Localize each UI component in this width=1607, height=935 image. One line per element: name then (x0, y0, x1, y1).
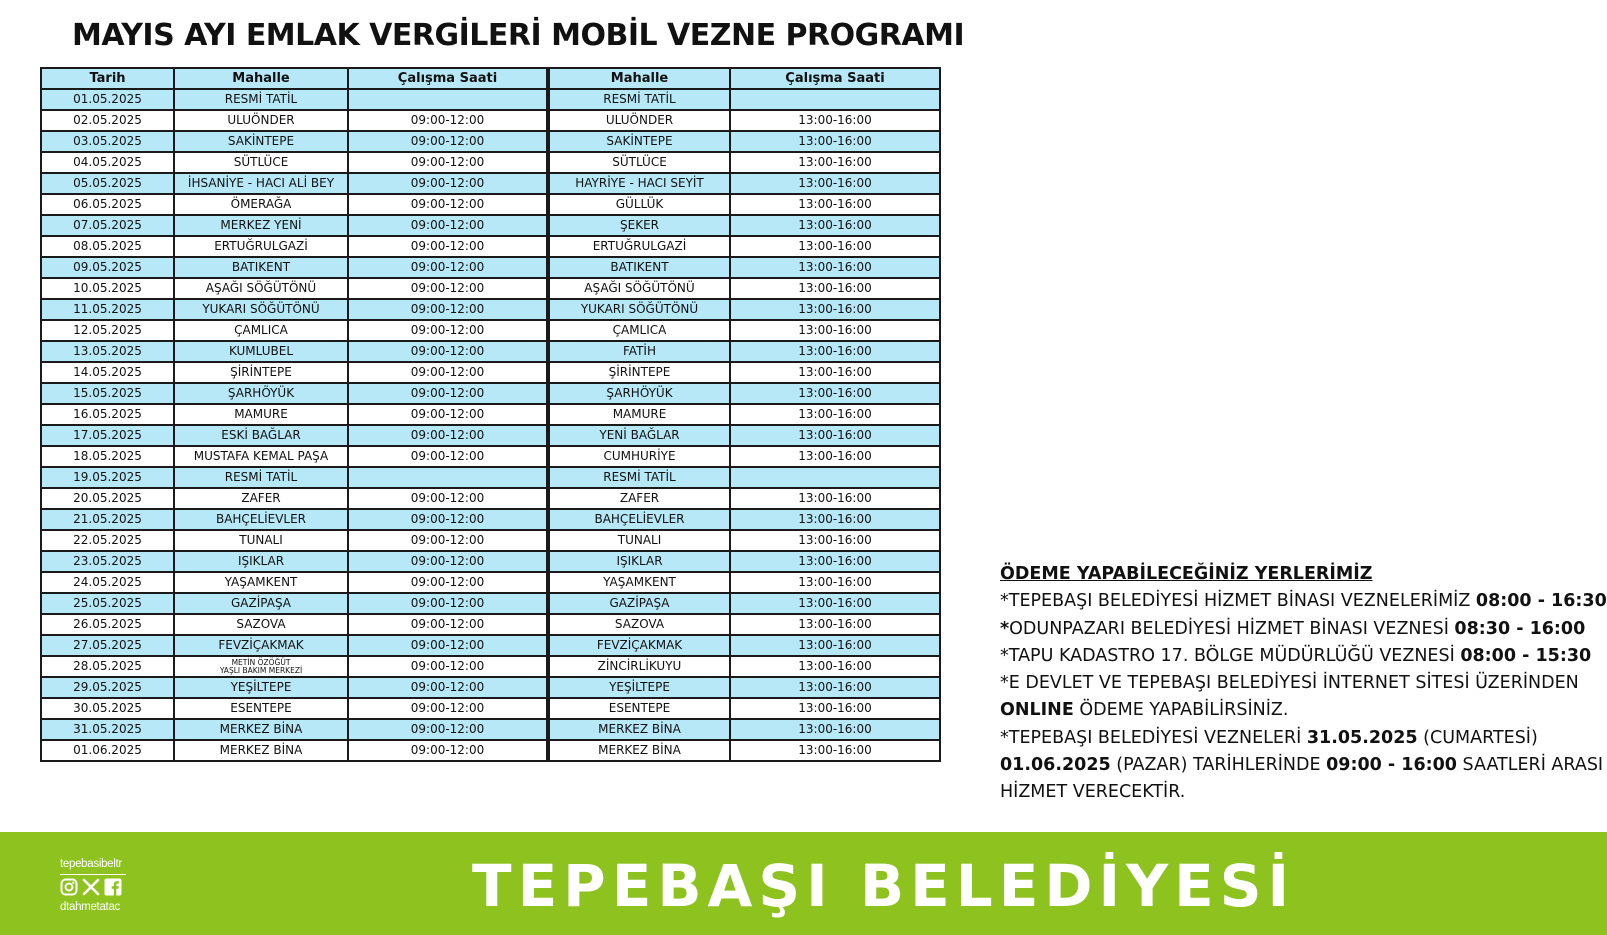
neighborhood-afternoon-cell: ESENTEPE (548, 698, 730, 719)
hours-afternoon-cell: 13:00-16:00 (730, 404, 940, 425)
neighborhood-line: METİN ÖZÖĞÜT (231, 658, 291, 667)
date-cell: 18.05.2025 (41, 446, 174, 467)
hours-morning-cell: 09:00-12:00 (348, 404, 548, 425)
hours-afternoon-cell: 13:00-16:00 (730, 341, 940, 362)
date-cell: 27.05.2025 (41, 635, 174, 656)
hours-afternoon-cell: 13:00-16:00 (730, 173, 940, 194)
header-neighborhood-afternoon: Mahalle (548, 68, 730, 89)
table-row (41, 530, 940, 551)
date-cell: 09.05.2025 (41, 257, 174, 278)
neighborhood-morning-cell: GAZİPAŞA (174, 593, 348, 614)
date-cell: 31.05.2025 (41, 719, 174, 740)
date-cell: 15.05.2025 (41, 383, 174, 404)
schedule-body (41, 89, 940, 761)
municipality-logo-text: TEPEBAŞI BELEDİYESİ (472, 852, 1296, 920)
neighborhood-morning-cell: BATIKENT (174, 257, 348, 278)
neighborhood-morning-cell: SÜTLÜCE (174, 152, 348, 173)
payment-line-1-text: *TEPEBAŞI BELEDİYESİ HİZMET BİNASI VEZNELERİMİZ (1000, 591, 1476, 612)
payment-line-2 (1000, 616, 1600, 643)
hours-afternoon-cell: 13:00-16:00 (730, 593, 940, 614)
neighborhood-afternoon-cell: ŞARHÖYÜK (548, 383, 730, 404)
payment-line-4: *E DEVLET VE TEPEBAŞI BELEDİYESİ İNTERNET SİTESİ ÜZERİNDEN (1000, 673, 1579, 694)
neighborhood-morning-cell: MERKEZ YENİ (174, 215, 348, 236)
hours-morning-cell: 09:00-12:00 (348, 299, 548, 320)
neighborhood-afternoon-cell: GAZİPAŞA (548, 593, 730, 614)
neighborhood-morning-cell: ESENTEPE (174, 698, 348, 719)
hours-afternoon-cell: 13:00-16:00 (730, 110, 940, 131)
table-row (41, 89, 940, 110)
hours-afternoon-cell: 13:00-16:00 (730, 446, 940, 467)
neighborhood-morning-cell: MERKEZ BİNA (174, 740, 348, 761)
schedule-table (40, 67, 941, 762)
neighborhood-afternoon-cell: GÜLLÜK (548, 194, 730, 215)
social-block (60, 858, 135, 914)
neighborhood-morning-cell: RESMİ TATİL (174, 467, 348, 488)
neighborhood-afternoon-cell: SÜTLÜCE (548, 152, 730, 173)
hours-afternoon-cell: 13:00-16:00 (730, 194, 940, 215)
hours-morning-cell: 09:00-12:00 (348, 194, 548, 215)
hours-afternoon-cell: 13:00-16:00 (730, 719, 940, 740)
payment-line-6-tail: (CUMARTESİ) (1417, 727, 1538, 748)
neighborhood-morning-cell: YUKARI SÖĞÜTÖNÜ (174, 299, 348, 320)
hours-morning-cell: 09:00-12:00 (348, 257, 548, 278)
table-row (41, 299, 940, 320)
neighborhood-afternoon-cell: YEŞİLTEPE (548, 677, 730, 698)
hours-morning-cell: 09:00-12:00 (348, 320, 548, 341)
neighborhood-afternoon-cell: ZAFER (548, 488, 730, 509)
payment-heading: ÖDEME YAPABİLECEĞİNİZ YERLERİMİZ (1000, 564, 1373, 584)
payment-line-2-hours: 08:30 - 16:00 (1454, 618, 1586, 639)
social-handle-bottom[interactable]: dtahmetatac (60, 901, 120, 913)
neighborhood-morning-cell: IŞIKLAR (174, 551, 348, 572)
hours-afternoon-cell: 13:00-16:00 (730, 278, 940, 299)
table-row (41, 572, 940, 593)
hours-morning-cell: 09:00-12:00 (348, 215, 548, 236)
neighborhood-morning-cell: AŞAĞI SÖĞÜTÖNÜ (174, 278, 348, 299)
neighborhood-morning-cell: MAMURE (174, 404, 348, 425)
hours-afternoon-cell: 13:00-16:00 (730, 320, 940, 341)
table-row (41, 635, 940, 656)
date-cell: 17.05.2025 (41, 425, 174, 446)
neighborhood-afternoon-cell: BAHÇELİEVLER (548, 509, 730, 530)
payment-line-6-text: *TEPEBAŞI BELEDİYESİ VEZNELERİ (1000, 727, 1307, 748)
hours-morning-cell: 09:00-12:00 (348, 173, 548, 194)
header-date: Tarih (41, 68, 174, 89)
payment-line-7-text: (PAZAR) TARİHLERİNDE (1110, 755, 1327, 776)
hours-morning-cell (348, 467, 548, 488)
table-row (41, 257, 940, 278)
payment-line-3-text: *TAPU KADASTRO 17. BÖLGE MÜDÜRLÜĞÜ VEZNESİ (1000, 645, 1461, 666)
hours-afternoon-cell: 13:00-16:00 (730, 635, 940, 656)
neighborhood-afternoon-cell: ÇAMLICA (548, 320, 730, 341)
neighborhood-afternoon-cell: MERKEZ BİNA (548, 719, 730, 740)
date-cell: 30.05.2025 (41, 698, 174, 719)
neighborhood-morning-cell: ÖMERAĞA (174, 194, 348, 215)
table-row (41, 320, 940, 341)
date-cell: 11.05.2025 (41, 299, 174, 320)
header-hours-afternoon: Çalışma Saati (730, 68, 940, 89)
hours-afternoon-cell: 13:00-16:00 (730, 215, 940, 236)
facebook-icon[interactable] (104, 878, 122, 896)
neighborhood-morning-cell: BAHÇELİEVLER (174, 509, 348, 530)
hours-morning-cell: 09:00-12:00 (348, 110, 548, 131)
neighborhood-afternoon-cell: FATİH (548, 341, 730, 362)
hours-morning-cell: 09:00-12:00 (348, 488, 548, 509)
neighborhood-morning-cell: ŞARHÖYÜK (174, 383, 348, 404)
table-row (41, 341, 940, 362)
neighborhood-afternoon-cell: ULUÖNDER (548, 110, 730, 131)
table-row (41, 236, 940, 257)
neighborhood-morning-cell: RESMİ TATİL (174, 89, 348, 110)
neighborhood-morning-cell: ESKİ BAĞLAR (174, 425, 348, 446)
hours-morning-cell: 09:00-12:00 (348, 341, 548, 362)
neighborhood-morning-cell: YEŞİLTEPE (174, 677, 348, 698)
neighborhood-morning-cell: MUSTAFA KEMAL PAŞA (174, 446, 348, 467)
date-cell: 01.06.2025 (41, 740, 174, 761)
payment-line-3 (1000, 643, 1600, 670)
hours-afternoon-cell: 13:00-16:00 (730, 677, 940, 698)
x-icon[interactable] (82, 878, 100, 896)
neighborhood-afternoon-cell: YAŞAMKENT (548, 572, 730, 593)
date-cell: 12.05.2025 (41, 320, 174, 341)
header-neighborhood-morning: Mahalle (174, 68, 348, 89)
date-cell: 19.05.2025 (41, 467, 174, 488)
hours-morning-cell: 09:00-12:00 (348, 509, 548, 530)
date-cell: 14.05.2025 (41, 362, 174, 383)
hours-afternoon-cell: 13:00-16:00 (730, 362, 940, 383)
table-row (41, 152, 940, 173)
table-row (41, 173, 940, 194)
social-icons (60, 877, 135, 897)
date-cell: 20.05.2025 (41, 488, 174, 509)
payment-line-7-hours: 09:00 - 16:00 (1326, 755, 1457, 776)
hours-afternoon-cell (730, 467, 940, 488)
hours-morning-cell: 09:00-12:00 (348, 530, 548, 551)
table-row (41, 383, 940, 404)
table-row (41, 551, 940, 572)
neighborhood-morning-cell: ŞİRİNTEPE (174, 362, 348, 383)
date-cell: 07.05.2025 (41, 215, 174, 236)
hours-afternoon-cell: 13:00-16:00 (730, 614, 940, 635)
hours-afternoon-cell: 13:00-16:00 (730, 509, 940, 530)
hours-morning-cell: 09:00-12:00 (348, 383, 548, 404)
hours-afternoon-cell: 13:00-16:00 (730, 551, 940, 572)
neighborhood-afternoon-cell: YENİ BAĞLAR (548, 425, 730, 446)
header-hours-morning: Çalışma Saati (348, 68, 548, 89)
hours-morning-cell (348, 89, 548, 110)
table-row (41, 698, 940, 719)
neighborhood-morning-cell: ÇAMLICA (174, 320, 348, 341)
table-row (41, 110, 940, 131)
neighborhood-afternoon-cell: FEVZİÇAKMAK (548, 635, 730, 656)
neighborhood-morning-cell (174, 656, 348, 677)
table-row (41, 614, 940, 635)
payment-line-6 (1000, 725, 1600, 752)
neighborhood-morning-cell: ERTUĞRULGAZİ (174, 236, 348, 257)
neighborhood-morning-cell: ULUÖNDER (174, 110, 348, 131)
hours-afternoon-cell: 13:00-16:00 (730, 131, 940, 152)
date-cell: 26.05.2025 (41, 614, 174, 635)
payment-info (1000, 561, 1607, 807)
neighborhood-morning-cell: ZAFER (174, 488, 348, 509)
date-cell: 01.05.2025 (41, 89, 174, 110)
neighborhood-morning-cell: YAŞAMKENT (174, 572, 348, 593)
hours-afternoon-cell: 13:00-16:00 (730, 572, 940, 593)
date-cell: 21.05.2025 (41, 509, 174, 530)
instagram-icon[interactable] (60, 878, 78, 896)
payment-line-8: HİZMET VERECEKTİR. (1000, 782, 1186, 803)
neighborhood-afternoon-cell: AŞAĞI SÖĞÜTÖNÜ (548, 278, 730, 299)
neighborhood-afternoon-cell: CUMHURİYE (548, 446, 730, 467)
table-row (41, 425, 940, 446)
neighborhood-afternoon-cell: YUKARI SÖĞÜTÖNÜ (548, 299, 730, 320)
neighborhood-afternoon-cell: RESMİ TATİL (548, 467, 730, 488)
hours-morning-cell: 09:00-12:00 (348, 656, 548, 677)
hours-morning-cell: 09:00-12:00 (348, 551, 548, 572)
hours-morning-cell: 09:00-12:00 (348, 635, 548, 656)
hours-morning-cell: 09:00-12:00 (348, 698, 548, 719)
neighborhood-line: YAŞLI BAKIM MERKEZİ (219, 665, 303, 675)
date-cell: 24.05.2025 (41, 572, 174, 593)
hours-morning-cell: 09:00-12:00 (348, 572, 548, 593)
table-row (41, 719, 940, 740)
date-cell: 10.05.2025 (41, 278, 174, 299)
hours-morning-cell: 09:00-12:00 (348, 362, 548, 383)
neighborhood-morning-cell: MERKEZ BİNA (174, 719, 348, 740)
date-cell: 13.05.2025 (41, 341, 174, 362)
date-cell: 06.05.2025 (41, 194, 174, 215)
date-cell: 16.05.2025 (41, 404, 174, 425)
table-row (41, 194, 940, 215)
social-handle-top[interactable]: tepebasibeltr (60, 858, 122, 870)
date-cell: 08.05.2025 (41, 236, 174, 257)
table-row (41, 677, 940, 698)
table-row (41, 509, 940, 530)
hours-afternoon-cell: 13:00-16:00 (730, 488, 940, 509)
neighborhood-afternoon-cell: ZİNCİRLİKUYU (548, 656, 730, 677)
neighborhood-afternoon-cell: MAMURE (548, 404, 730, 425)
payment-line-5 (1000, 697, 1600, 724)
hours-morning-cell: 09:00-12:00 (348, 236, 548, 257)
hours-morning-cell: 09:00-12:00 (348, 425, 548, 446)
table-row (41, 278, 940, 299)
table-row (41, 404, 940, 425)
payment-line-2-star: * (1000, 618, 1010, 639)
payment-line-1 (1000, 588, 1607, 615)
payment-line-3-hours: 08:00 - 15:30 (1460, 645, 1592, 666)
neighborhood-afternoon-cell: IŞIKLAR (548, 551, 730, 572)
hours-morning-cell: 09:00-12:00 (348, 278, 548, 299)
hours-afternoon-cell: 13:00-16:00 (730, 257, 940, 278)
date-cell: 23.05.2025 (41, 551, 174, 572)
payment-line-6-date: 31.05.2025 (1306, 727, 1418, 748)
hours-afternoon-cell: 13:00-16:00 (730, 425, 940, 446)
neighborhood-afternoon-cell: ŞEKER (548, 215, 730, 236)
hours-afternoon-cell: 13:00-16:00 (730, 299, 940, 320)
payment-line-1-hours: 08:00 - 16:30 (1475, 591, 1607, 612)
neighborhood-afternoon-cell: ŞİRİNTEPE (548, 362, 730, 383)
table-row (41, 467, 940, 488)
payment-line-2-text: ODUNPAZARI BELEDİYESİ HİZMET BİNASI VEZNESİ (1009, 618, 1455, 639)
neighborhood-afternoon-cell: MERKEZ BİNA (548, 740, 730, 761)
hours-morning-cell: 09:00-12:00 (348, 593, 548, 614)
table-row (41, 131, 940, 152)
hours-afternoon-cell: 13:00-16:00 (730, 236, 940, 257)
neighborhood-afternoon-cell: ERTUĞRULGAZİ (548, 236, 730, 257)
hours-afternoon-cell: 13:00-16:00 (730, 698, 940, 719)
neighborhood-morning-cell: KUMLUBEL (174, 341, 348, 362)
hours-afternoon-cell: 13:00-16:00 (730, 383, 940, 404)
neighborhood-morning-cell: SAZOVA (174, 614, 348, 635)
neighborhood-morning-cell: TUNALI (174, 530, 348, 551)
table-row (41, 362, 940, 383)
payment-line-7-tail: SAATLERİ ARASI (1456, 755, 1604, 776)
hours-afternoon-cell: 13:00-16:00 (730, 740, 940, 761)
hours-afternoon-cell (730, 89, 940, 110)
neighborhood-afternoon-cell: HAYRİYE - HACI SEYİT (548, 173, 730, 194)
table-row (41, 593, 940, 614)
neighborhood-afternoon-cell: SAKİNTEPE (548, 131, 730, 152)
hours-morning-cell: 09:00-12:00 (348, 131, 548, 152)
table-row (41, 215, 940, 236)
table-header-row (41, 68, 940, 89)
date-cell: 28.05.2025 (41, 656, 174, 677)
date-cell: 04.05.2025 (41, 152, 174, 173)
payment-line-5-online: ONLINE (1000, 700, 1074, 721)
date-cell: 22.05.2025 (41, 530, 174, 551)
neighborhood-afternoon-cell: BATIKENT (548, 257, 730, 278)
hours-morning-cell: 09:00-12:00 (348, 677, 548, 698)
payment-line-7 (1000, 752, 1604, 779)
date-cell: 03.05.2025 (41, 131, 174, 152)
date-cell: 05.05.2025 (41, 173, 174, 194)
hours-morning-cell: 09:00-12:00 (348, 719, 548, 740)
table-row (41, 740, 940, 761)
hours-afternoon-cell: 13:00-16:00 (730, 530, 940, 551)
neighborhood-afternoon-cell: RESMİ TATİL (548, 89, 730, 110)
hours-afternoon-cell: 13:00-16:00 (730, 152, 940, 173)
neighborhood-afternoon-cell: SAZOVA (548, 614, 730, 635)
payment-line-7-date: 01.06.2025 (1000, 755, 1111, 776)
payment-line-5-text: ÖDEME YAPABİLİRSİNİZ. (1073, 700, 1289, 721)
hours-morning-cell: 09:00-12:00 (348, 614, 548, 635)
neighborhood-morning-cell: SAKİNTEPE (174, 131, 348, 152)
hours-morning-cell: 09:00-12:00 (348, 446, 548, 467)
footer-banner (0, 832, 1607, 935)
date-cell: 29.05.2025 (41, 677, 174, 698)
social-divider (60, 874, 126, 875)
hours-morning-cell: 09:00-12:00 (348, 152, 548, 173)
hours-morning-cell: 09:00-12:00 (348, 740, 548, 761)
neighborhood-morning-cell: FEVZİÇAKMAK (174, 635, 348, 656)
table-row (41, 656, 940, 677)
page-title: MAYIS AYI EMLAK VERGİLERİ MOBİL VEZNE PROGRAMI (72, 18, 965, 53)
table-row (41, 488, 940, 509)
neighborhood-afternoon-cell: TUNALI (548, 530, 730, 551)
date-cell: 25.05.2025 (41, 593, 174, 614)
hours-afternoon-cell: 13:00-16:00 (730, 656, 940, 677)
table-row (41, 446, 940, 467)
date-cell: 02.05.2025 (41, 110, 174, 131)
neighborhood-morning-cell: İHSANİYE - HACI ALİ BEY (174, 173, 348, 194)
